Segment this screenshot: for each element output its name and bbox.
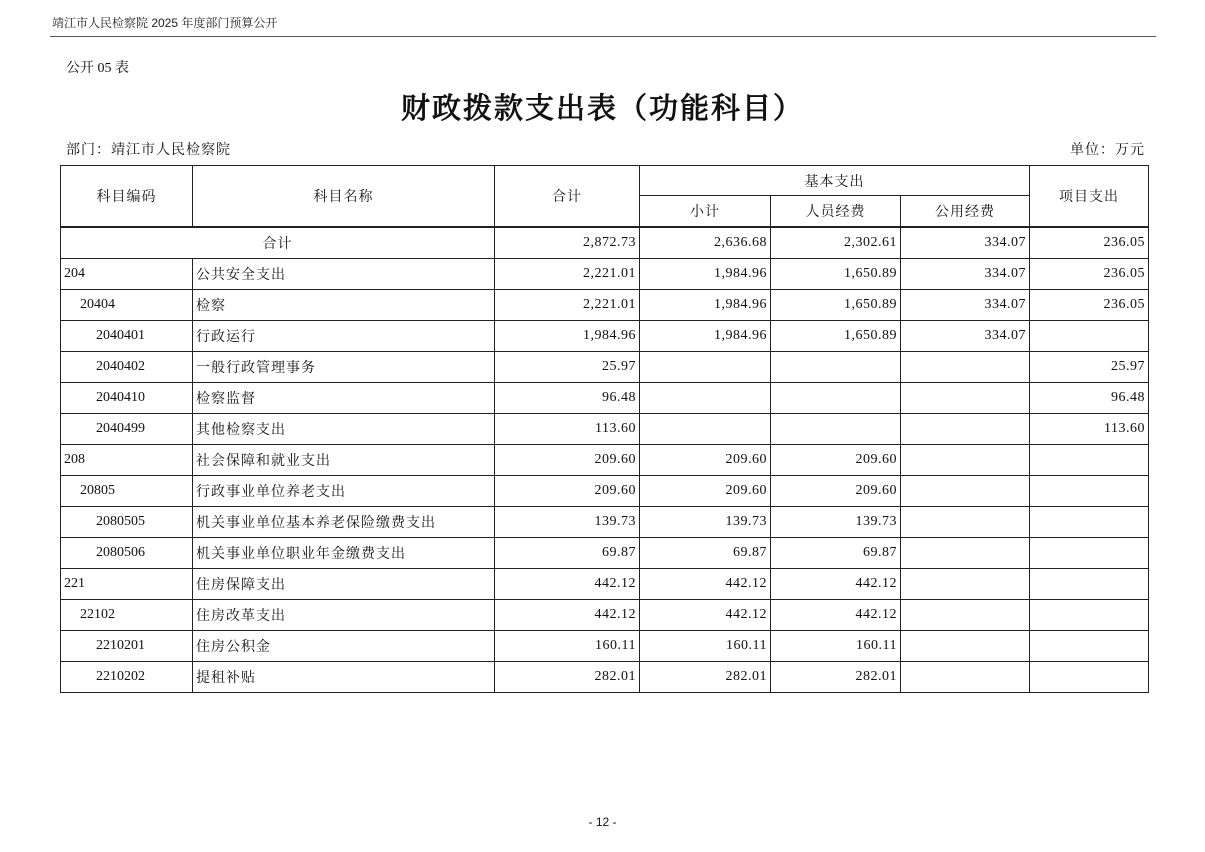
- cell-subtotal: [640, 383, 771, 414]
- cell-subtotal: 442.12: [640, 569, 771, 600]
- cell-total: 160.11: [495, 631, 640, 662]
- cell-project: 236.05: [1030, 259, 1149, 290]
- cell-total: 442.12: [495, 569, 640, 600]
- cell-project: 236.05: [1030, 290, 1149, 321]
- budget-table: [60, 165, 1149, 693]
- page-title: 财政拨款支出表（功能科目）: [400, 91, 804, 125]
- cell-personnel: 1,650.89: [771, 321, 901, 352]
- col-header-personnel: 人员经费: [771, 196, 901, 228]
- cell-code: 221: [61, 569, 193, 600]
- cell-personnel: 209.60: [771, 445, 901, 476]
- total-row-public: 334.07: [901, 227, 1030, 259]
- total-row: [61, 227, 1149, 259]
- table-row: [61, 445, 1149, 476]
- cell-total: 209.60: [495, 476, 640, 507]
- cell-name: 行政事业单位养老支出: [193, 476, 495, 507]
- cell-personnel: 442.12: [771, 569, 901, 600]
- cell-name: 提租补贴: [193, 662, 495, 693]
- cell-subtotal: [640, 352, 771, 383]
- total-row-personnel: 2,302.61: [771, 227, 901, 259]
- cell-total: 139.73: [495, 507, 640, 538]
- cell-code: 204: [61, 259, 193, 290]
- col-header-subtotal: 小计: [640, 196, 771, 228]
- cell-name: 机关事业单位职业年金缴费支出: [193, 538, 495, 569]
- cell-subtotal: 209.60: [640, 445, 771, 476]
- cell-public: [901, 600, 1030, 631]
- cell-project: [1030, 600, 1149, 631]
- cell-name: 社会保障和就业支出: [193, 445, 495, 476]
- cell-code: 2210201: [61, 631, 193, 662]
- table-row: [61, 631, 1149, 662]
- cell-code: 2040499: [61, 414, 193, 445]
- cell-public: [901, 662, 1030, 693]
- cell-name: 住房保障支出: [193, 569, 495, 600]
- cell-subtotal: 139.73: [640, 507, 771, 538]
- table-row: [61, 538, 1149, 569]
- cell-public: [901, 631, 1030, 662]
- cell-total: 282.01: [495, 662, 640, 693]
- table-header: [61, 166, 1149, 228]
- cell-subtotal: 282.01: [640, 662, 771, 693]
- col-header-public: 公用经费: [901, 196, 1030, 228]
- cell-name: 行政运行: [193, 321, 495, 352]
- cell-name: 其他检察支出: [193, 414, 495, 445]
- cell-personnel: 282.01: [771, 662, 901, 693]
- cell-project: [1030, 662, 1149, 693]
- cell-personnel: 69.87: [771, 538, 901, 569]
- cell-public: 334.07: [901, 321, 1030, 352]
- cell-name: 检察监督: [193, 383, 495, 414]
- cell-project: [1030, 631, 1149, 662]
- col-header-total: 合计: [495, 166, 640, 228]
- col-header-basic-group: 基本支出: [640, 166, 1030, 196]
- cell-public: [901, 383, 1030, 414]
- cell-name: 机关事业单位基本养老保险缴费支出: [193, 507, 495, 538]
- cell-project: [1030, 569, 1149, 600]
- cell-project: 25.97: [1030, 352, 1149, 383]
- cell-subtotal: 1,984.96: [640, 290, 771, 321]
- page-number: - 12 -: [588, 815, 617, 829]
- cell-project: 113.60: [1030, 414, 1149, 445]
- cell-total: 442.12: [495, 600, 640, 631]
- cell-public: [901, 569, 1030, 600]
- col-header-name: 科目名称: [193, 166, 495, 228]
- total-row-label: 合计: [61, 227, 495, 259]
- cell-personnel: 1,650.89: [771, 259, 901, 290]
- cell-total: 2,221.01: [495, 259, 640, 290]
- cell-public: 334.07: [901, 259, 1030, 290]
- cell-personnel: [771, 383, 901, 414]
- col-header-project: 项目支出: [1030, 166, 1149, 228]
- cell-public: [901, 476, 1030, 507]
- table-row: [61, 414, 1149, 445]
- table-row: [61, 476, 1149, 507]
- cell-total: 209.60: [495, 445, 640, 476]
- cell-personnel: 160.11: [771, 631, 901, 662]
- cell-subtotal: 1,984.96: [640, 259, 771, 290]
- cell-project: [1030, 445, 1149, 476]
- cell-name: 住房改革支出: [193, 600, 495, 631]
- total-row-project: 236.05: [1030, 227, 1149, 259]
- cell-code: 22102: [61, 600, 193, 631]
- table-row: [61, 321, 1149, 352]
- table-row: [61, 352, 1149, 383]
- cell-code: 208: [61, 445, 193, 476]
- header-rule: [50, 36, 1156, 37]
- running-header: 靖江市人民检察院 2025 年度部门预算公开: [52, 16, 278, 30]
- cell-public: [901, 352, 1030, 383]
- table-number: 公开 05 表: [66, 61, 129, 76]
- cell-total: 1,984.96: [495, 321, 640, 352]
- table-row: [61, 569, 1149, 600]
- cell-project: [1030, 476, 1149, 507]
- cell-personnel: 1,650.89: [771, 290, 901, 321]
- cell-personnel: 209.60: [771, 476, 901, 507]
- cell-subtotal: 1,984.96: [640, 321, 771, 352]
- cell-total: 2,221.01: [495, 290, 640, 321]
- cell-personnel: [771, 352, 901, 383]
- cell-code: 20805: [61, 476, 193, 507]
- cell-code: 2080506: [61, 538, 193, 569]
- cell-personnel: 139.73: [771, 507, 901, 538]
- total-row-total: 2,872.73: [495, 227, 640, 259]
- cell-subtotal: 209.60: [640, 476, 771, 507]
- cell-name: 公共安全支出: [193, 259, 495, 290]
- table-row: [61, 290, 1149, 321]
- table-row: [61, 259, 1149, 290]
- table-row: [61, 600, 1149, 631]
- unit-label: 单位：万元: [1070, 143, 1145, 158]
- cell-public: [901, 507, 1030, 538]
- cell-code: 20404: [61, 290, 193, 321]
- cell-subtotal: 442.12: [640, 600, 771, 631]
- cell-public: 334.07: [901, 290, 1030, 321]
- cell-public: [901, 414, 1030, 445]
- cell-personnel: [771, 414, 901, 445]
- cell-project: [1030, 321, 1149, 352]
- cell-total: 96.48: [495, 383, 640, 414]
- table-body: [61, 227, 1149, 693]
- cell-total: 25.97: [495, 352, 640, 383]
- cell-subtotal: [640, 414, 771, 445]
- cell-project: [1030, 507, 1149, 538]
- table-row: [61, 507, 1149, 538]
- cell-code: 2210202: [61, 662, 193, 693]
- total-row-subtotal: 2,636.68: [640, 227, 771, 259]
- cell-subtotal: 160.11: [640, 631, 771, 662]
- col-header-code: 科目编码: [61, 166, 193, 228]
- cell-name: 住房公积金: [193, 631, 495, 662]
- cell-public: [901, 445, 1030, 476]
- cell-total: 69.87: [495, 538, 640, 569]
- cell-total: 113.60: [495, 414, 640, 445]
- cell-name: 检察: [193, 290, 495, 321]
- department-label: 部门：靖江市人民检察院: [66, 143, 231, 158]
- cell-public: [901, 538, 1030, 569]
- cell-subtotal: 69.87: [640, 538, 771, 569]
- cell-code: 2080505: [61, 507, 193, 538]
- cell-name: 一般行政管理事务: [193, 352, 495, 383]
- cell-code: 2040401: [61, 321, 193, 352]
- cell-project: [1030, 538, 1149, 569]
- table-row: [61, 383, 1149, 414]
- cell-code: 2040410: [61, 383, 193, 414]
- table-row: [61, 662, 1149, 693]
- cell-code: 2040402: [61, 352, 193, 383]
- cell-personnel: 442.12: [771, 600, 901, 631]
- cell-project: 96.48: [1030, 383, 1149, 414]
